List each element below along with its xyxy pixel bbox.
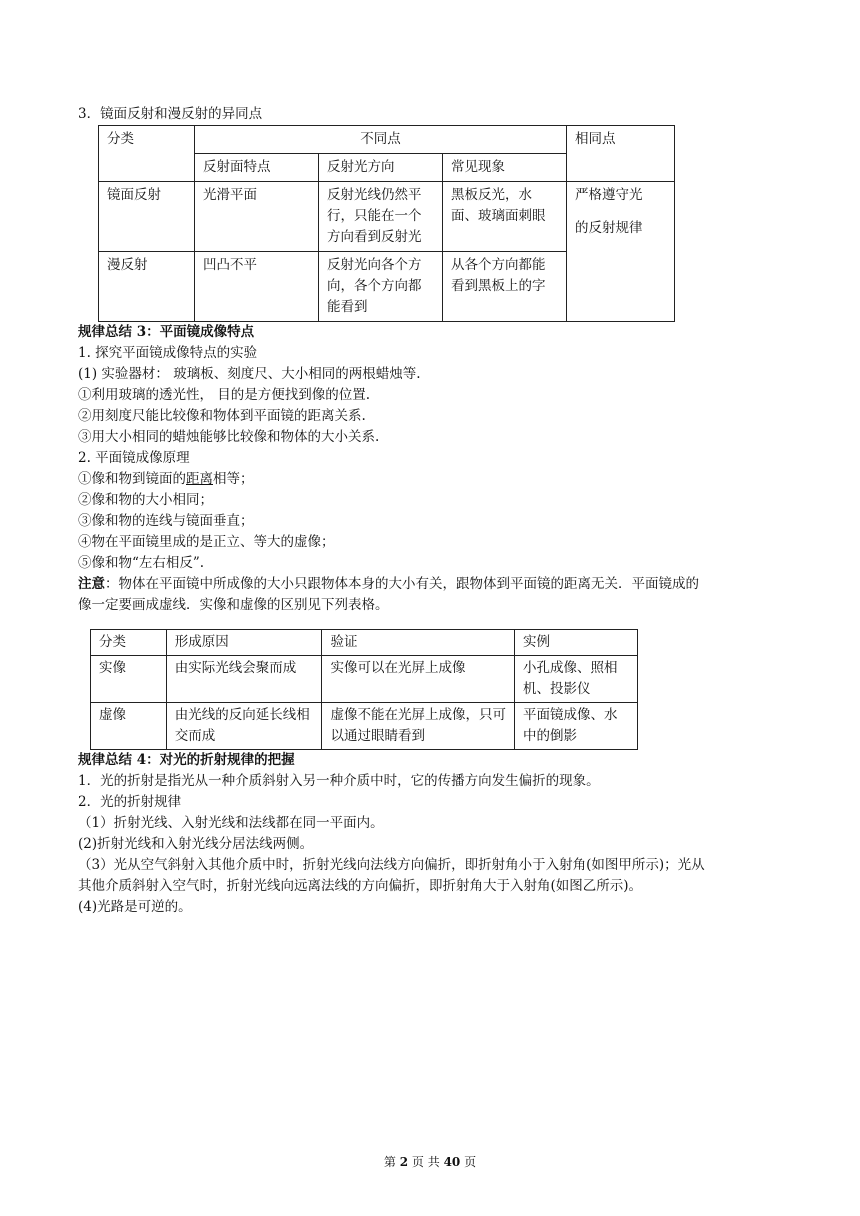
principle-line: ②像和物的大小相同；: [78, 492, 213, 508]
cell-surface: 光滑平面: [195, 182, 319, 252]
cell-phenomena: 黑板反光，水面、玻璃面刺眼: [443, 182, 567, 252]
section-3-title: 3．镜面反射和漫反射的异同点: [78, 106, 263, 122]
header-differences: 不同点: [195, 126, 567, 154]
principle-text: ①像和物到镜面的: [78, 471, 186, 487]
cell-type: 镜面反射: [99, 182, 195, 252]
principle-line: ④物在平面镜里成的是正立、等大的虚像；: [78, 534, 335, 550]
table-cell: 由实际光线会聚而成: [166, 656, 322, 703]
rule-4-heading: 规律总结 4：对光的折射规律的把握: [78, 752, 295, 768]
principle-line: ⑤像和物“左右相反”.: [78, 555, 205, 571]
table-row: [91, 656, 638, 703]
table-row: [91, 630, 638, 656]
underlined-term: 距离: [186, 471, 213, 487]
cell-phenomena: 从各个方向都能看到黑板上的字: [443, 252, 567, 322]
cell-type: 漫反射: [99, 252, 195, 322]
table-cell: 平面镜成像、水中的倒影: [515, 703, 638, 750]
table-cell: 虚像: [91, 703, 167, 750]
text-line: 1. 探究平面镜成像特点的实验: [78, 345, 258, 361]
text-line: （1）折射光线、入射光线和法线都在同一平面内。: [78, 815, 384, 831]
header-phenomena: 常见现象: [443, 154, 567, 182]
page-number: 2: [399, 1155, 409, 1169]
document-page: [78, 104, 790, 918]
text-line: 其他介质斜射入空气时，折射光线向远离法线的方向偏折，即折射角大于入射角(如图乙所示)。: [78, 878, 643, 894]
table-cell: 实像: [91, 656, 167, 703]
cell-direction: 反射光线仍然平行，只能在一个方向看到反射光: [319, 182, 443, 252]
principle-text: 相等；: [213, 471, 254, 487]
reflection-comparison-table: [98, 125, 675, 322]
text-line: 1．光的折射是指光从一种介质斜射入另一种介质中时，它的传播方向发生偏折的现象。: [78, 773, 600, 789]
text-line: ①利用玻璃的透光性， 目的是方便找到像的位置.: [78, 387, 371, 403]
header-cell: 实例: [515, 630, 638, 656]
text-line: 2．光的折射规律: [78, 794, 182, 810]
note-line: 像一定要画成虚线．实像和虚像的区别见下列表格。: [78, 597, 389, 613]
cell-direction: 反射光向各个方向，各个方向都能看到: [319, 252, 443, 322]
table-row: [99, 182, 675, 252]
similarity-line: 的反射规律: [575, 220, 643, 236]
principle-line: ③像和物的连线与镜面垂直；: [78, 513, 254, 529]
note-label: 注意: [78, 576, 105, 592]
table-cell: 实像可以在光屏上成像: [322, 656, 515, 703]
text-line: （3）光从空气斜射入其他介质中时，折射光线向法线方向偏折，即折射角小于入射角(如图甲所示)；光从: [78, 857, 705, 873]
note-line: [78, 574, 790, 595]
text-line: (1) 实验器材： 玻璃板、刻度尺、大小相同的两根蜡烛等.: [78, 366, 421, 382]
cell-similarity: [567, 182, 675, 322]
header-cell: 形成原因: [166, 630, 322, 656]
cell-surface: 凹凸不平: [195, 252, 319, 322]
table-cell: 小孔成像、照相机、投影仪: [515, 656, 638, 703]
header-similarities: 相同点: [567, 126, 675, 182]
table-cell: 由光线的反向延长线相交而成: [166, 703, 322, 750]
principle-line: [78, 469, 790, 490]
similarity-line: 严格遵守光: [575, 187, 643, 203]
text-line: (2)折射光线和入射光线分居法线两侧。: [78, 836, 314, 852]
footer-text: 页 共: [411, 1155, 440, 1169]
header-cell: 验证: [322, 630, 515, 656]
rule-3-heading: 规律总结 3：平面镜成像特点: [78, 324, 255, 340]
text-line: ②用刻度尺能比较像和物体到平面镜的距离关系.: [78, 408, 366, 424]
footer-text: 页: [464, 1155, 477, 1169]
header-direction: 反射光方向: [319, 154, 443, 182]
header-cell: 分类: [91, 630, 167, 656]
header-class: 分类: [99, 126, 195, 182]
table-row: [91, 703, 638, 750]
page-footer: [0, 1152, 860, 1173]
header-surface: 反射面特点: [195, 154, 319, 182]
real-virtual-image-table: [90, 629, 638, 750]
total-pages: 40: [443, 1155, 461, 1169]
text-line: ③用大小相同的蜡烛能够比较像和物体的大小关系.: [78, 429, 380, 445]
note-text: ：物体在平面镜中所成像的大小只跟物体本身的大小有关，跟物体到平面镜的距离无关．平面镜成的: [105, 576, 699, 592]
text-line: 2. 平面镜成像原理: [78, 450, 190, 466]
footer-text: 第: [383, 1155, 396, 1169]
table-row: [99, 126, 675, 154]
table-cell: 虚像不能在光屏上成像，只可以通过眼睛看到: [322, 703, 515, 750]
text-line: (4)光路是可逆的。: [78, 899, 192, 915]
